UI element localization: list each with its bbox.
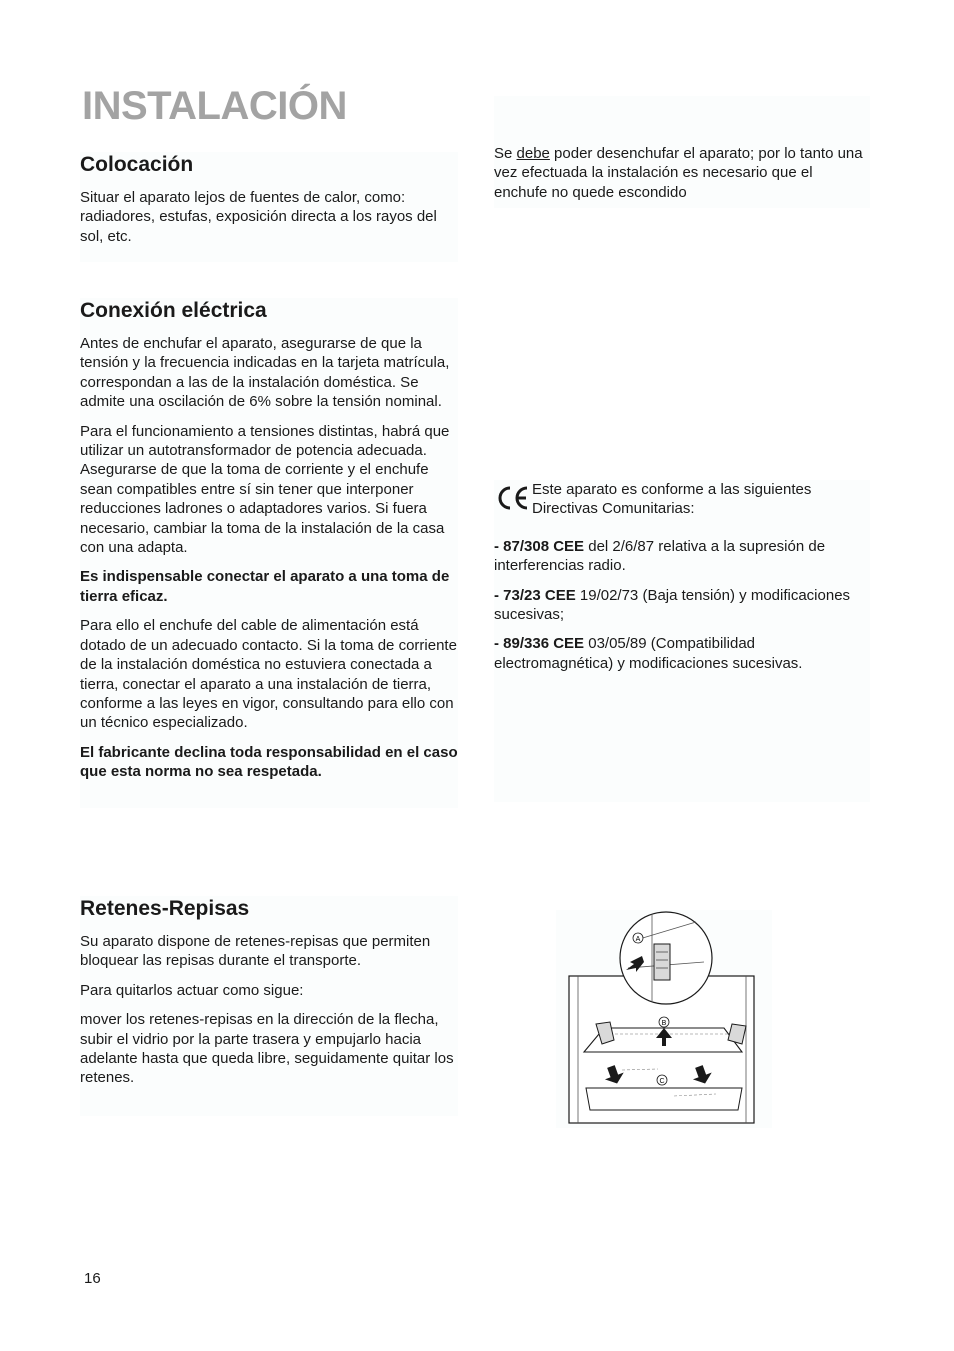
paragraph: Para quitarlos actuar como sigue: — [80, 981, 304, 999]
ce-intro-row — [494, 480, 870, 529]
directive-text: 19/02/73 (Baja tensión) y modificaciones sucesivas; — [494, 586, 851, 624]
section-directivas — [494, 480, 870, 802]
directive-item — [494, 586, 870, 625]
directive-text: del 2/6/87 relativa a la supresión de interferencias radio. — [494, 537, 826, 575]
ce-mark-icon — [494, 483, 532, 513]
section-heading: Conexión eléctrica — [80, 299, 267, 322]
paragraph: mover los retenes-repisas en la dirección de la flecha, subir el vidrio por la parte trasera y empujarlo hacia adelante hasta que queda libre, seguidamente quitar los retenes. — [80, 1011, 454, 1087]
paragraph: Su aparato dispone de retenes-repisas que permiten bloquear las repisas durante el transporte. — [80, 933, 431, 970]
section-desenchufar — [494, 96, 870, 208]
shelf-retainer-diagram-icon — [556, 910, 772, 1128]
directive-item — [494, 537, 870, 576]
paragraph: Para ello el enchufe del cable de alimentación está dotado de un adecuado contacto. Si la toma de corriente de la instalación doméstica no estuviera conectada a tierra, conectar el aparato a una instalación de tierra, conforme a las leyes en vigor, consultando para ello con un técnico especializado. — [80, 617, 457, 732]
section-conexion-electrica — [80, 298, 458, 808]
directive-code: - 87/308 CEE — [494, 537, 585, 555]
label-c: C — [659, 1078, 665, 1085]
section-colocacion — [80, 152, 458, 262]
paragraph: Para el funcionamiento a tensiones distintas, habrá que utilizar un autotransformador de potencia adecuada. Asegurarse de que la toma de corriente y el enchufe sean compatibles entre sí sin tener que interponer reducciones ladrones o adaptadores varios. Si fuera necesario, cambiar la toma de la instalación de la casa con una adapta. — [80, 422, 450, 557]
paragraph — [494, 144, 870, 202]
paragraph: Situar el aparato lejos de fuentes de calor, como: radiadores, estufas, exposición directa a los rayos del sol, etc. — [80, 189, 437, 245]
directive-code: - 73/23 CEE — [494, 586, 576, 604]
label-a: A — [635, 936, 641, 943]
directive-item — [494, 634, 870, 673]
underlined-word: debe — [516, 145, 550, 162]
section-heading: Retenes-Repisas — [80, 897, 250, 920]
page-number: 16 — [84, 1270, 101, 1287]
directive-code: - 89/336 CEE — [494, 635, 585, 653]
warning-paragraph: Es indispensable conectar el aparato a una toma de tierra eficaz. — [80, 568, 450, 605]
directive-text: 03/05/89 (Compatibilidad electromagnética) y modificaciones sucesivas. — [494, 635, 803, 672]
page-title: INSTALACIÓN — [82, 84, 347, 128]
text-fragment: Se — [494, 145, 517, 162]
section-retenes-repisas — [80, 896, 458, 1116]
text-fragment: poder desenchufar el aparato; por lo tanto una vez efectuada la instalación es necesario que el enchufe no quede escondido — [494, 145, 863, 201]
label-b: B — [661, 1020, 667, 1027]
shelf-retainer-diagram — [556, 910, 772, 1128]
section-heading: Colocación — [80, 153, 194, 176]
paragraph: Antes de enchufar el aparato, asegurarse de que la tensión y la frecuencia indicadas en la tarjeta matrícula, correspondan a las de la instalación doméstica. Se admite una oscilación de 6% sobre la tensión nominal. — [80, 335, 450, 411]
directivas-intro: Este aparato es conforme a las siguientes Directivas Comunitarias: — [532, 481, 812, 518]
disclaimer-paragraph: El fabricante declina toda responsabilidad en el caso que esta norma no sea respetada. — [80, 743, 458, 781]
